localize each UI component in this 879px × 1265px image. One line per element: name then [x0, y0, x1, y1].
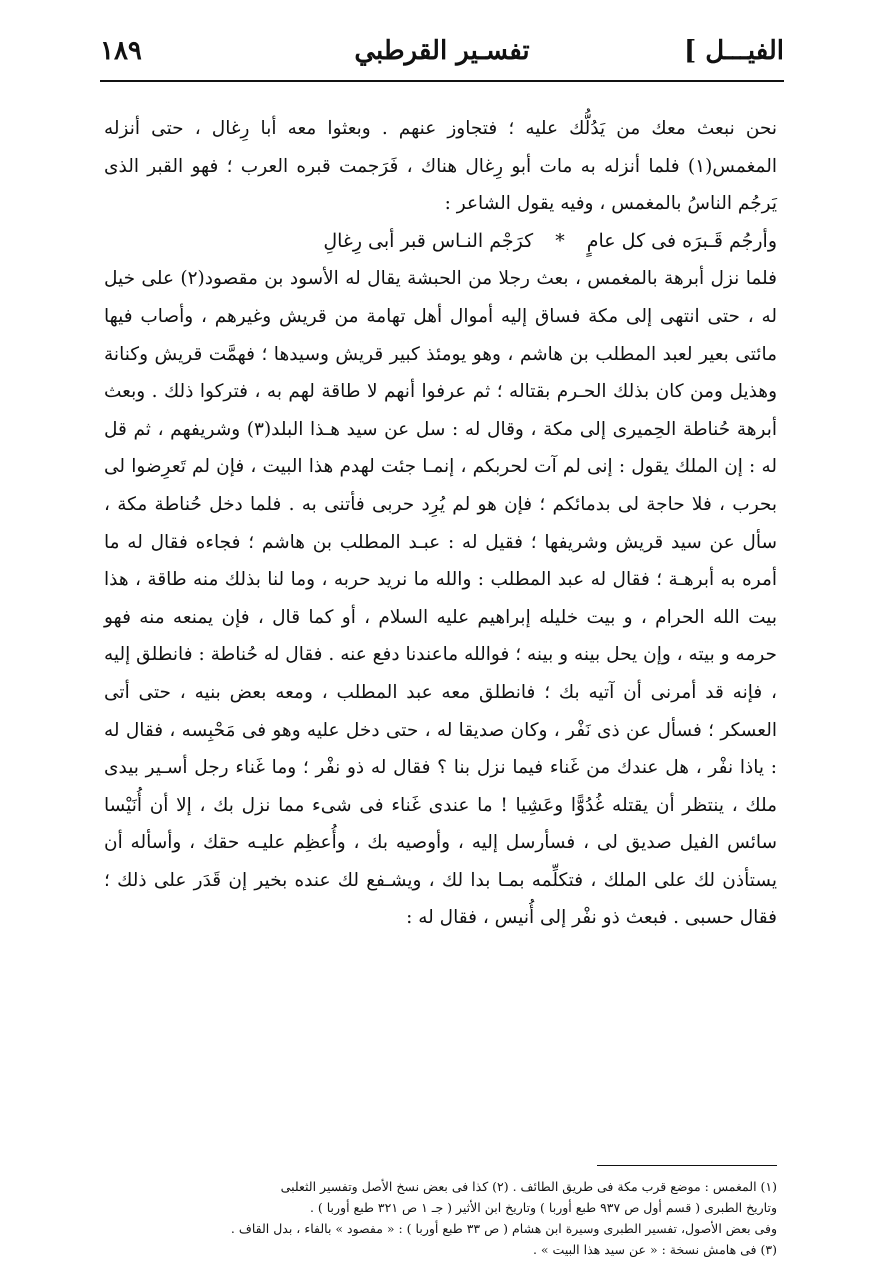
verse-second-hemistich: كرَجْم النـاس قبر أبى رِغالِ	[323, 229, 534, 252]
verse-first-hemistich: وأرجُم قَـبرَه فى كل عامٍ	[586, 229, 777, 252]
page-header	[100, 22, 784, 82]
header-rule	[100, 80, 784, 82]
section-title: الفيـــل ]	[683, 36, 784, 66]
footnotes	[104, 1176, 777, 1260]
footnote-line: وتاريخ الطبرى ( قسم أول ص ٩٣٧ طبع أوربا ) وتاريخ ابن الأثير ( جـ ١ ص ٣٢١ طبع أوربا ) .	[309, 1200, 777, 1215]
paragraph-1: نحن نبعث معك من يَدُلُّك عليه ؛ فتجاوز عنهم . وبعثوا معه أبا رِغال ، حتى أنزله المغمس(١) فلما أنزله به مات أبو رِغال هناك ، فَرَجمت قبره العرب ؛ فهو القبر الذى يَرجُم الناسُ بالمغمس ، وفيه يقول الشاعر :	[104, 118, 777, 215]
footnote-line: (١) المغمس : موضع قرب مكة فى طريق الطائف . (٢) كذا فى بعض نسخ الأصل وتفسير الثعلبى	[280, 1179, 777, 1194]
verse-separator: *	[555, 229, 565, 252]
main-text	[104, 110, 777, 937]
verse-line	[104, 223, 777, 261]
page-number: ١٨٩	[100, 36, 142, 66]
footnote-line: (٣) فى هامش نسخة : « عن سيد هذا البيت » .	[532, 1242, 777, 1257]
footnote-rule	[597, 1165, 777, 1166]
book-title: تفسـير القرطبي	[354, 36, 530, 66]
footnote-line: وفى بعض الأصول، تفسير الطبرى وسيرة ابن هشام ( ص ٣٣ طبع أوربا ) : « مفصود » بالفاء ، بدل القاف .	[230, 1221, 777, 1236]
paragraph-2: فلما نزل أبرهة بالمغمس ، بعث رجلا من الحبشة يقال له الأسود بن مقصود(٢) على خيل له ، حتى انتهى إلى مكة فساق إليه أموال أهل تهامة من قريش وغيرهم ، وأصاب فيها مائتى بعير لعبد المطلب بن هاشم ، وهو يومئذ كبير قريش وسيدها ؛ فهمَّت قريش وكنانة وهذيل ومن كان بذلك الحـرم بقتاله ؛ ثم عرفوا أنهم لا طاقة لهم به ، فتركوا ذلك . وبعث أبرهة حُناطة الحِميرى إلى مكة ، وقال له : سل عن سيد هـذا البلد(٣) وشريفهم ، ثم قل له : إن الملك يقول : إنى لم آت لحربكم ، إنمـا جئت لهدم هذا البيت ، فإن لم تَعرِضوا لى بحرب ، فلا حاجة لى بدمائكم ؛ فإن هو لم يُرِد حربى فأتنى به . فلما دخل حُناطة مكة ، سأل عن سيد قريش وشريفها ؛ فقيل له : عبـد المطلب بن هاشم ؛ فجاءه فقال له ما أمره به أبرهـة ؛ فقال له عبد المطلب : والله ما نريد حربه ، وما لنا بذلك منه طاقة ، هذا بيت الله الحرام ، و بيت خليله إبراهيم عليه السلام ، أو كما قال ، فإن يمنعه منه فهو حرمه و بيته ، وإن يحل بينه و بينه ؛ فوالله ماعندنا دفع عنه . فقال له حُناطة : فانطلق إليه ، فإنه قد أمرنى أن آتيه بك ؛ فانطلق معه عبد المطلب ، ومعه بعض بنيه ، حتى أتى العسكر ؛ فسأل عن ذى نَفْر ، وكان صديقا له ، حتى دخل عليه وهو فى مَحْبِسه ، فقال له : ياذا نفْر ، هل عندك من غَناء فيما نزل بنا ؟ فقال له ذو نفْر ؛ وما غَناء رجل أسـير بيدى ملك ، ينتظر أن يقتله غُدُوًّا وعَشِيا ! ما عندى غَناء فى شىء مما نزل بك ، إلا أن أُنَيْسا سائس الفيل صديق لى ، فسأرسل إليه ، وأوصيه بك ، وأُعظِم عليـه حقك ، وأسأله أن يستأذن لك على الملك ، فتكلِّمه بمـا بدا لك ، ويشـفع لك عنده بخير إن قَدَر على ذلك ؛ فقال حسبى . فبعث ذو نفْر إلى أُنيس ، فقال له :	[104, 268, 778, 929]
